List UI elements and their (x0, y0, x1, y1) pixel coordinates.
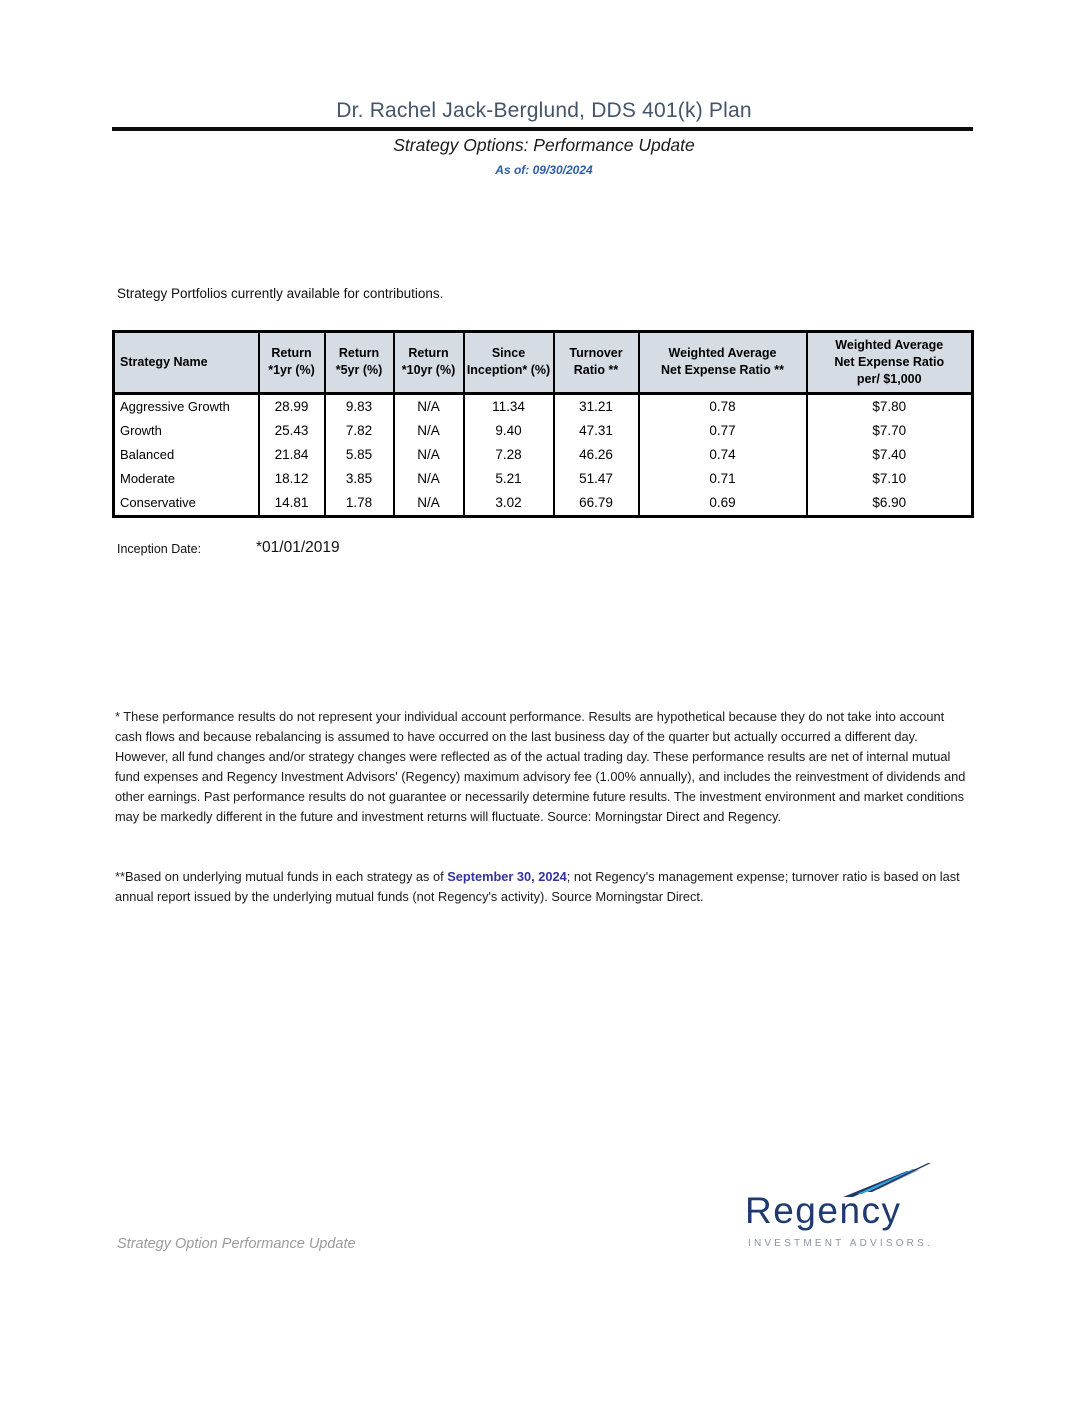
header-line: Ratio ** (573, 363, 619, 378)
value-cell: 5.85 (325, 443, 394, 467)
header-return-1yr (259, 332, 325, 394)
footnote-line: fund expenses and Regency Investment Advisors' (Regency) maximum advisory fee (1.00% annually), and includes the reinvestment of dividends and (115, 769, 966, 784)
header-line: Net Expense Ratio (834, 354, 945, 369)
inception-date-value: *01/01/2019 (256, 539, 340, 556)
table-row (114, 491, 973, 517)
value-cell: $7.80 (807, 393, 973, 419)
strategy-name-cell: Moderate (114, 467, 259, 491)
header-line: Weighted Average (668, 346, 777, 361)
value-cell: 25.43 (259, 419, 325, 443)
header-weighted-avg-ner-per-1000 (807, 332, 973, 394)
footnote-line: * These performance results do not represent your individual account performance. Results are hypothetical because they do not take into account (115, 709, 945, 724)
value-cell: N/A (394, 393, 464, 419)
value-cell: 31.21 (554, 393, 639, 419)
header-line: Inception* (%) (466, 363, 551, 378)
page-title: Dr. Rachel Jack-Berglund, DDS 401(k) Plan (336, 99, 752, 122)
value-cell: N/A (394, 443, 464, 467)
footnote-line: However, all fund changes and/or strategy changes were reflected as of the actual trading day. These performance results are net of internal mutual (115, 749, 951, 764)
footnote-single-asterisk (115, 707, 965, 827)
footnote-date: September 30, 2024 (447, 869, 567, 884)
footnote-line: cash flows and because rebalancing is assumed to have occurred on the last business day of the quarter but actually occurred a different day. (115, 729, 918, 744)
value-cell: 0.74 (639, 443, 807, 467)
header-turnover-ratio (554, 332, 639, 394)
header-since-inception (464, 332, 554, 394)
table-row (114, 443, 973, 467)
value-cell: N/A (394, 419, 464, 443)
performance-table (112, 330, 974, 518)
header-line: Since (491, 346, 526, 361)
page-subtitle: Strategy Options: Performance Update (393, 135, 695, 155)
as-of-date: As of: 09/30/2024 (495, 163, 593, 177)
value-cell: 14.81 (259, 491, 325, 517)
value-cell: 18.12 (259, 467, 325, 491)
strategy-name-cell: Growth (114, 419, 259, 443)
header-line: Strategy Name (120, 354, 208, 369)
value-cell: 3.85 (325, 467, 394, 491)
header-strategy-name (114, 332, 259, 394)
header-line: Return (271, 346, 312, 361)
logo-wordmark: Regency (745, 1190, 902, 1231)
header-line: Weighted Average (835, 338, 944, 352)
header-line: *10yr (%) (401, 363, 456, 378)
value-cell: N/A (394, 467, 464, 491)
value-cell: $7.70 (807, 419, 973, 443)
footnote-line: other earnings. Past performance results do not guarantee or necessarily determine future results. The investment environment and market conditions (115, 789, 965, 804)
value-cell: 66.79 (554, 491, 639, 517)
value-cell: 47.31 (554, 419, 639, 443)
value-cell: $6.90 (807, 491, 973, 517)
footer-doc-name: Strategy Option Performance Update (117, 1236, 356, 1252)
header-line: Return (408, 346, 449, 361)
value-cell: 0.77 (639, 419, 807, 443)
logo-tagline: INVESTMENT ADVISORS. (748, 1238, 933, 1249)
inception-date-label: Inception Date: (117, 542, 202, 556)
value-cell: 5.21 (464, 467, 554, 491)
header-line: *5yr (%) (335, 363, 383, 378)
strategy-name-cell: Balanced (114, 443, 259, 467)
intro-text: Strategy Portfolios currently available for contributions. (117, 286, 444, 301)
title-rule (112, 127, 973, 131)
table-row (114, 419, 973, 443)
header-line: Return (338, 346, 380, 361)
value-cell: 51.47 (554, 467, 639, 491)
regency-logo (735, 1158, 945, 1258)
value-cell: 46.26 (554, 443, 639, 467)
value-cell: 9.83 (325, 393, 394, 419)
value-cell: 0.69 (639, 491, 807, 517)
header-weighted-avg-ner (639, 332, 807, 394)
footnote-line: may be markedly different in the future and investment returns will fluctuate. Source: Morningstar Direct and Regency. (115, 809, 781, 824)
value-cell: 11.34 (464, 393, 554, 419)
value-cell: 0.71 (639, 467, 807, 491)
strategy-name-cell: Aggressive Growth (114, 393, 259, 419)
header-return-5yr (325, 332, 394, 394)
value-cell: $7.40 (807, 443, 973, 467)
header-return-10yr (394, 332, 464, 394)
footnote-line: annual report issued by the underlying mutual funds (not Regency's activity). Source Morningstar Direct. (115, 889, 704, 904)
header-line: *1yr (%) (268, 363, 315, 378)
table-row (114, 467, 973, 491)
footnote-double-asterisk (115, 867, 960, 907)
value-cell: 28.99 (259, 393, 325, 419)
value-cell: 7.28 (464, 443, 554, 467)
strategy-name-cell: Conservative (114, 491, 259, 517)
footnote-text: **Based on underlying mutual funds in each strategy as of (115, 869, 448, 884)
table-header-row (114, 332, 973, 394)
header-line: Turnover (569, 346, 623, 361)
header-line: per/ $1,000 (856, 371, 922, 386)
value-cell: $7.10 (807, 467, 973, 491)
value-cell: 3.02 (464, 491, 554, 517)
value-cell: 9.40 (464, 419, 554, 443)
value-cell: N/A (394, 491, 464, 517)
footnote-line (115, 867, 960, 887)
footnote-text: ; not Regency's management expense; turnover ratio is based on last (566, 869, 960, 884)
value-cell: 1.78 (325, 491, 394, 517)
table-row (114, 393, 973, 419)
header-line: Net Expense Ratio ** (661, 363, 784, 378)
value-cell: 21.84 (259, 443, 325, 467)
value-cell: 0.78 (639, 393, 807, 419)
value-cell: 7.82 (325, 419, 394, 443)
